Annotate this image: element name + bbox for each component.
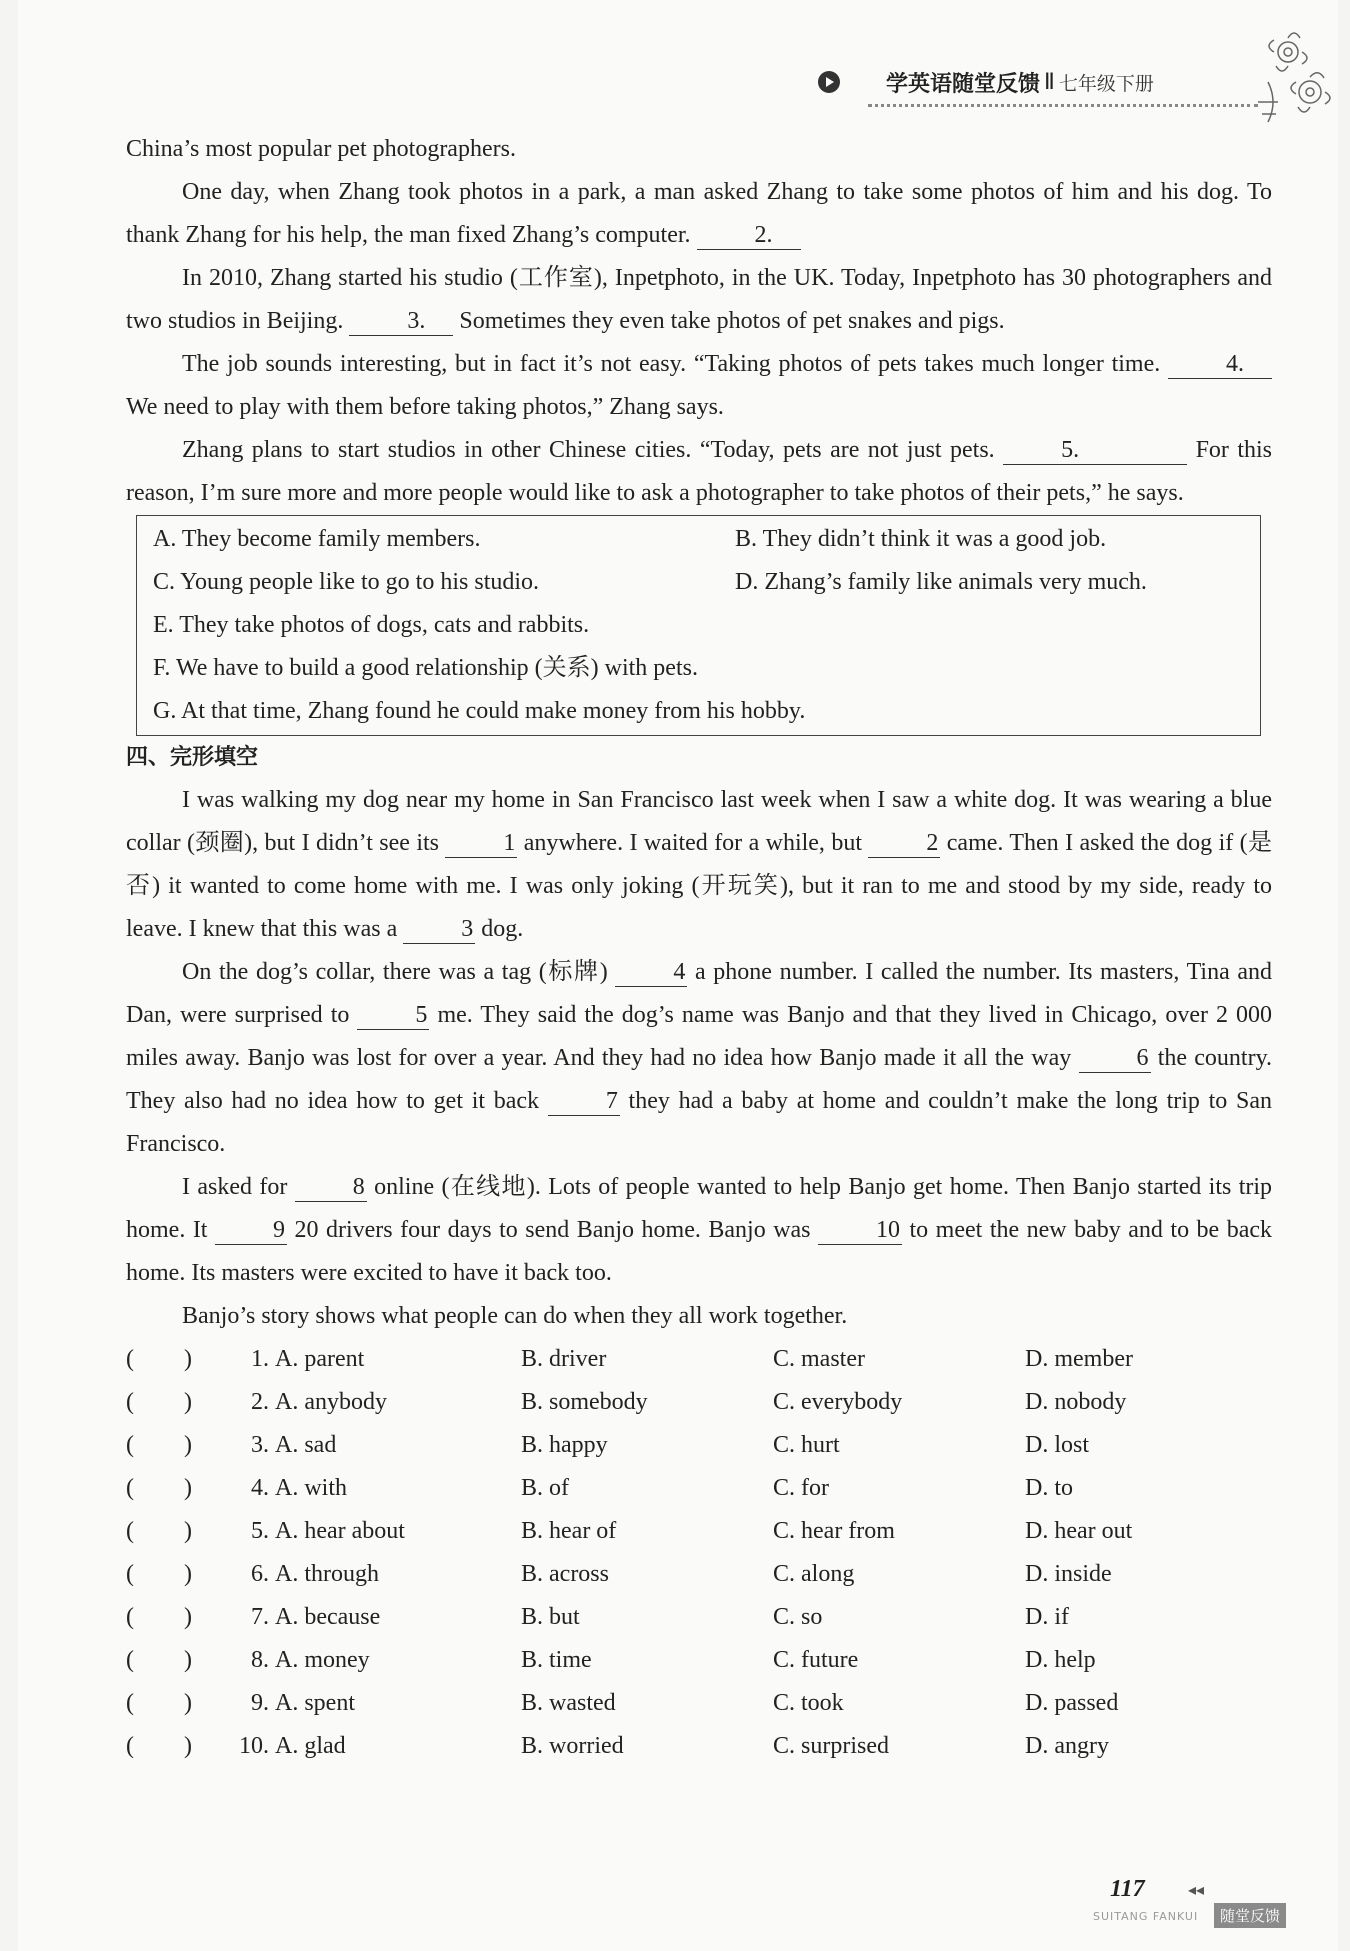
cloze-text: came. Then I asked the dog if (是否) it wanted to come home with me. I was only joking (开玩笑), but it ran to me and stood by my side, ready to leave. I knew that this was a: [126, 830, 1273, 942]
question-row: [126, 1596, 1272, 1639]
option-c: C. Young people like to go to his studio.: [153, 569, 540, 595]
choice-d[interactable]: D. if: [1025, 1604, 1069, 1630]
question-number: 4.: [251, 1475, 269, 1501]
question-row: [126, 1381, 1272, 1424]
paren-close: ): [184, 1561, 192, 1587]
answer-paren[interactable]: [126, 1424, 224, 1467]
paren-close: ): [184, 1389, 192, 1415]
passage-text: One day, when Zhang took photos in a park, a man asked Zhang to take some photos of him and his dog. To thank Zhang for his help, the man fixed Zhang’s computer.: [126, 179, 1272, 248]
choice-c[interactable]: C. master: [773, 1346, 865, 1372]
passage-text: The job sounds interesting, but in fact it’s not easy. “Taking photos of pets takes much longer time.: [182, 351, 1161, 377]
blank-number: 4.: [1226, 351, 1244, 377]
option-f: F. We have to build a good relationship (关系) with pets.: [153, 655, 698, 681]
cloze-text: dog.: [481, 916, 524, 942]
paren-open: (: [126, 1690, 134, 1716]
footer-pinyin: SUITANG FANKUI: [1093, 1910, 1199, 1923]
question-number: 2.: [251, 1389, 269, 1415]
cloze-text: On the dog’s collar, there was a tag (标牌): [182, 959, 608, 985]
option-d: D. Zhang’s family like animals very much.: [735, 569, 1147, 595]
answer-paren[interactable]: [126, 1682, 224, 1725]
cloze-paragraph: [126, 1166, 1272, 1295]
question-number: 5.: [251, 1518, 269, 1544]
question-row: [126, 1682, 1272, 1725]
passage-text: For this reason, I’m sure more and more people would like to ask a photographer to take photos of their pets,” he says.: [126, 437, 1273, 506]
cloze-text: I asked for: [182, 1174, 288, 1200]
question-row: [126, 1639, 1272, 1682]
cloze-blank[interactable]: 2: [868, 829, 940, 858]
cloze-blank[interactable]: 4: [615, 958, 687, 987]
cloze-text: to meet the new baby and to be back home. Its masters were excited to have it back too.: [126, 1217, 1273, 1286]
choice-b[interactable]: B. across: [521, 1561, 609, 1587]
blank-number: 2.: [754, 222, 773, 248]
cloze-text: they had a baby at home and couldn’t make the long trip to San Francisco.: [126, 1088, 1273, 1157]
cloze-text: online (在线地). Lots of people wanted to help Banjo get home. Then Banjo started its trip home. It: [126, 1174, 1273, 1243]
header-separator: Ⅱ: [1044, 69, 1055, 95]
paren-open: (: [126, 1604, 134, 1630]
choice-d[interactable]: D. help: [1025, 1647, 1096, 1673]
answer-paren[interactable]: [126, 1725, 224, 1768]
cloze-text: a phone number. I called the number. Its masters, Tina and Dan, were surprised to: [126, 959, 1273, 1028]
cloze-blank[interactable]: 10: [818, 1216, 902, 1245]
choice-c[interactable]: C. so: [773, 1604, 823, 1630]
passage-paragraph: [126, 429, 1272, 515]
answer-blank-3[interactable]: [349, 307, 453, 336]
choice-b[interactable]: B. time: [521, 1647, 592, 1673]
choice-b[interactable]: B. happy: [521, 1432, 608, 1458]
choice-c[interactable]: C. surprised: [773, 1733, 889, 1759]
choice-b[interactable]: B. but: [521, 1604, 580, 1630]
paren-close: ): [184, 1647, 192, 1673]
answer-paren[interactable]: [126, 1596, 224, 1639]
question-row: [126, 1725, 1272, 1768]
flower-decoration-icon: [1248, 22, 1338, 132]
paren-close: ): [184, 1346, 192, 1372]
answer-blank-2[interactable]: [697, 221, 801, 250]
paren-close: ): [184, 1604, 192, 1630]
choice-b[interactable]: B. hear of: [521, 1518, 617, 1544]
choice-d[interactable]: D. inside: [1025, 1561, 1112, 1587]
question-row: [126, 1553, 1272, 1596]
answer-blank-5[interactable]: [1003, 436, 1187, 465]
choice-d[interactable]: D. hear out: [1025, 1518, 1133, 1544]
options-box: [136, 515, 1261, 736]
choice-c[interactable]: C. took: [773, 1690, 844, 1716]
choice-d[interactable]: D. member: [1025, 1346, 1133, 1372]
cloze-paragraph: Banjo’s story shows what people can do when they all work together.: [182, 1303, 848, 1329]
question-list: [126, 1338, 1272, 1768]
paren-close: ): [184, 1733, 192, 1759]
back-arrows-icon: ◂◂: [1188, 1882, 1205, 1899]
cloze-text: 20 drivers four days to send Banjo home. Banjo was: [294, 1217, 811, 1243]
choice-a[interactable]: A. sad: [275, 1432, 337, 1458]
cloze-blank[interactable]: 9: [215, 1216, 287, 1245]
cloze-blank[interactable]: 3: [403, 915, 475, 944]
option-b: B. They didn’t think it was a good job.: [735, 526, 1107, 552]
passage-line: China’s most popular pet photographers.: [126, 136, 516, 162]
passage-paragraph: [126, 257, 1272, 343]
choice-d[interactable]: D. nobody: [1025, 1389, 1127, 1415]
choice-c[interactable]: C. hear from: [773, 1518, 895, 1544]
question-row: [126, 1424, 1272, 1467]
question-number: 7.: [251, 1604, 269, 1630]
choice-a[interactable]: A. anybody: [275, 1389, 387, 1415]
book-title: 学英语随堂反馈: [886, 71, 1041, 97]
header-divider: [868, 104, 1258, 107]
choice-a[interactable]: A. because: [275, 1604, 381, 1630]
section-heading: 四、完形填空: [126, 745, 259, 770]
cloze-blank[interactable]: 6: [1079, 1044, 1151, 1073]
paren-open: (: [126, 1518, 134, 1544]
choice-d[interactable]: D. passed: [1025, 1690, 1119, 1716]
question-number: 8.: [251, 1647, 269, 1673]
blank-number: 3.: [407, 308, 426, 334]
cloze-blank[interactable]: 5: [357, 1001, 429, 1030]
option-a: A. They become family members.: [153, 526, 481, 552]
blank-number: 5.: [1061, 437, 1080, 463]
answer-paren[interactable]: [126, 1510, 224, 1553]
cloze-paragraph: [126, 951, 1272, 1166]
choice-a[interactable]: A. parent: [275, 1346, 365, 1372]
cloze-text: me. They said the dog’s name was Banjo and that they lived in Chicago, over 2 000 miles away. Banjo was lost for over a year. And they had no idea how Banjo made it all the way: [126, 1002, 1273, 1071]
question-number: 9.: [251, 1690, 269, 1716]
choice-d[interactable]: D. angry: [1025, 1733, 1109, 1759]
page: [18, 0, 1338, 1951]
paren-open: (: [126, 1389, 134, 1415]
choice-b[interactable]: B. wasted: [521, 1690, 616, 1716]
passage-paragraph: [126, 343, 1272, 429]
reading-passage: [126, 128, 1272, 1768]
choice-b[interactable]: B. driver: [521, 1346, 607, 1372]
choice-b[interactable]: B. of: [521, 1475, 569, 1501]
passage-text: Zhang plans to start studios in other Chinese cities. “Today, pets are not just pets.: [182, 437, 995, 463]
cloze-blank[interactable]: 7: [548, 1087, 620, 1116]
footer-label: 随堂反馈: [1214, 1903, 1286, 1928]
page-header: [818, 62, 1154, 102]
cloze-text: I was walking my dog near my home in San Francisco last week when I saw a white dog. It was wearing a blue collar (颈圈), but I didn’t see its: [126, 787, 1272, 856]
choice-a[interactable]: A. glad: [275, 1733, 346, 1759]
paren-open: (: [126, 1647, 134, 1673]
answer-paren[interactable]: [126, 1553, 224, 1596]
answer-paren[interactable]: [126, 1639, 224, 1682]
grade-label: 七年级下册: [1058, 72, 1154, 95]
choice-b[interactable]: B. worried: [521, 1733, 624, 1759]
cloze-blank[interactable]: 1: [445, 829, 517, 858]
choice-a[interactable]: A. spent: [275, 1690, 355, 1716]
option-e: E. They take photos of dogs, cats and rabbits.: [153, 612, 590, 638]
question-number: 1.: [251, 1346, 269, 1372]
cloze-text: the country. They also had no idea how to get it back: [126, 1045, 1273, 1114]
question-number: 6.: [251, 1561, 269, 1587]
paren-open: (: [126, 1733, 134, 1759]
page-number: 117: [1110, 1876, 1145, 1902]
choice-a[interactable]: A. hear about: [275, 1518, 405, 1544]
paren-open: (: [126, 1475, 134, 1501]
answer-paren[interactable]: [126, 1338, 224, 1381]
paren-close: ): [184, 1432, 192, 1458]
question-row: [126, 1338, 1272, 1381]
question-row: [126, 1510, 1272, 1553]
choice-b[interactable]: B. somebody: [521, 1389, 648, 1415]
passage-text: We need to play with them before taking photos,” Zhang says.: [126, 394, 724, 420]
question-number: 10.: [239, 1733, 269, 1759]
play-icon: [818, 71, 840, 93]
choice-d[interactable]: D. to: [1025, 1475, 1073, 1501]
choice-d[interactable]: D. lost: [1025, 1432, 1090, 1458]
choice-c[interactable]: C. hurt: [773, 1432, 840, 1458]
paren-close: ): [184, 1518, 192, 1544]
cloze-text: anywhere. I waited for a while, but: [523, 830, 862, 856]
cloze-blank[interactable]: 8: [295, 1173, 367, 1202]
choice-a[interactable]: A. through: [275, 1561, 379, 1587]
question-number: 3.: [251, 1432, 269, 1458]
choice-a[interactable]: A. with: [275, 1475, 347, 1501]
question-row: [126, 1467, 1272, 1510]
answer-paren[interactable]: [126, 1467, 224, 1510]
answer-blank-4[interactable]: [1168, 350, 1272, 379]
paren-open: (: [126, 1346, 134, 1372]
passage-paragraph: [126, 171, 1272, 257]
passage-text: In 2010, Zhang started his studio (工作室), Inpetphoto, in the UK. Today, Inpetphoto has 30 photographers and two studios in Beijing.: [126, 265, 1272, 334]
choice-c[interactable]: C. future: [773, 1647, 859, 1673]
answer-paren[interactable]: [126, 1381, 224, 1424]
choice-c[interactable]: C. along: [773, 1561, 855, 1587]
paren-open: (: [126, 1432, 134, 1458]
cloze-paragraph: [126, 779, 1272, 951]
passage-text: Sometimes they even take photos of pet snakes and pigs.: [459, 308, 1005, 334]
choice-c[interactable]: C. everybody: [773, 1389, 903, 1415]
choice-a[interactable]: A. money: [275, 1647, 370, 1673]
paren-close: ): [184, 1690, 192, 1716]
choice-c[interactable]: C. for: [773, 1475, 829, 1501]
paren-close: ): [184, 1475, 192, 1501]
paren-open: (: [126, 1561, 134, 1587]
option-g: G. At that time, Zhang found he could make money from his hobby.: [153, 698, 806, 724]
